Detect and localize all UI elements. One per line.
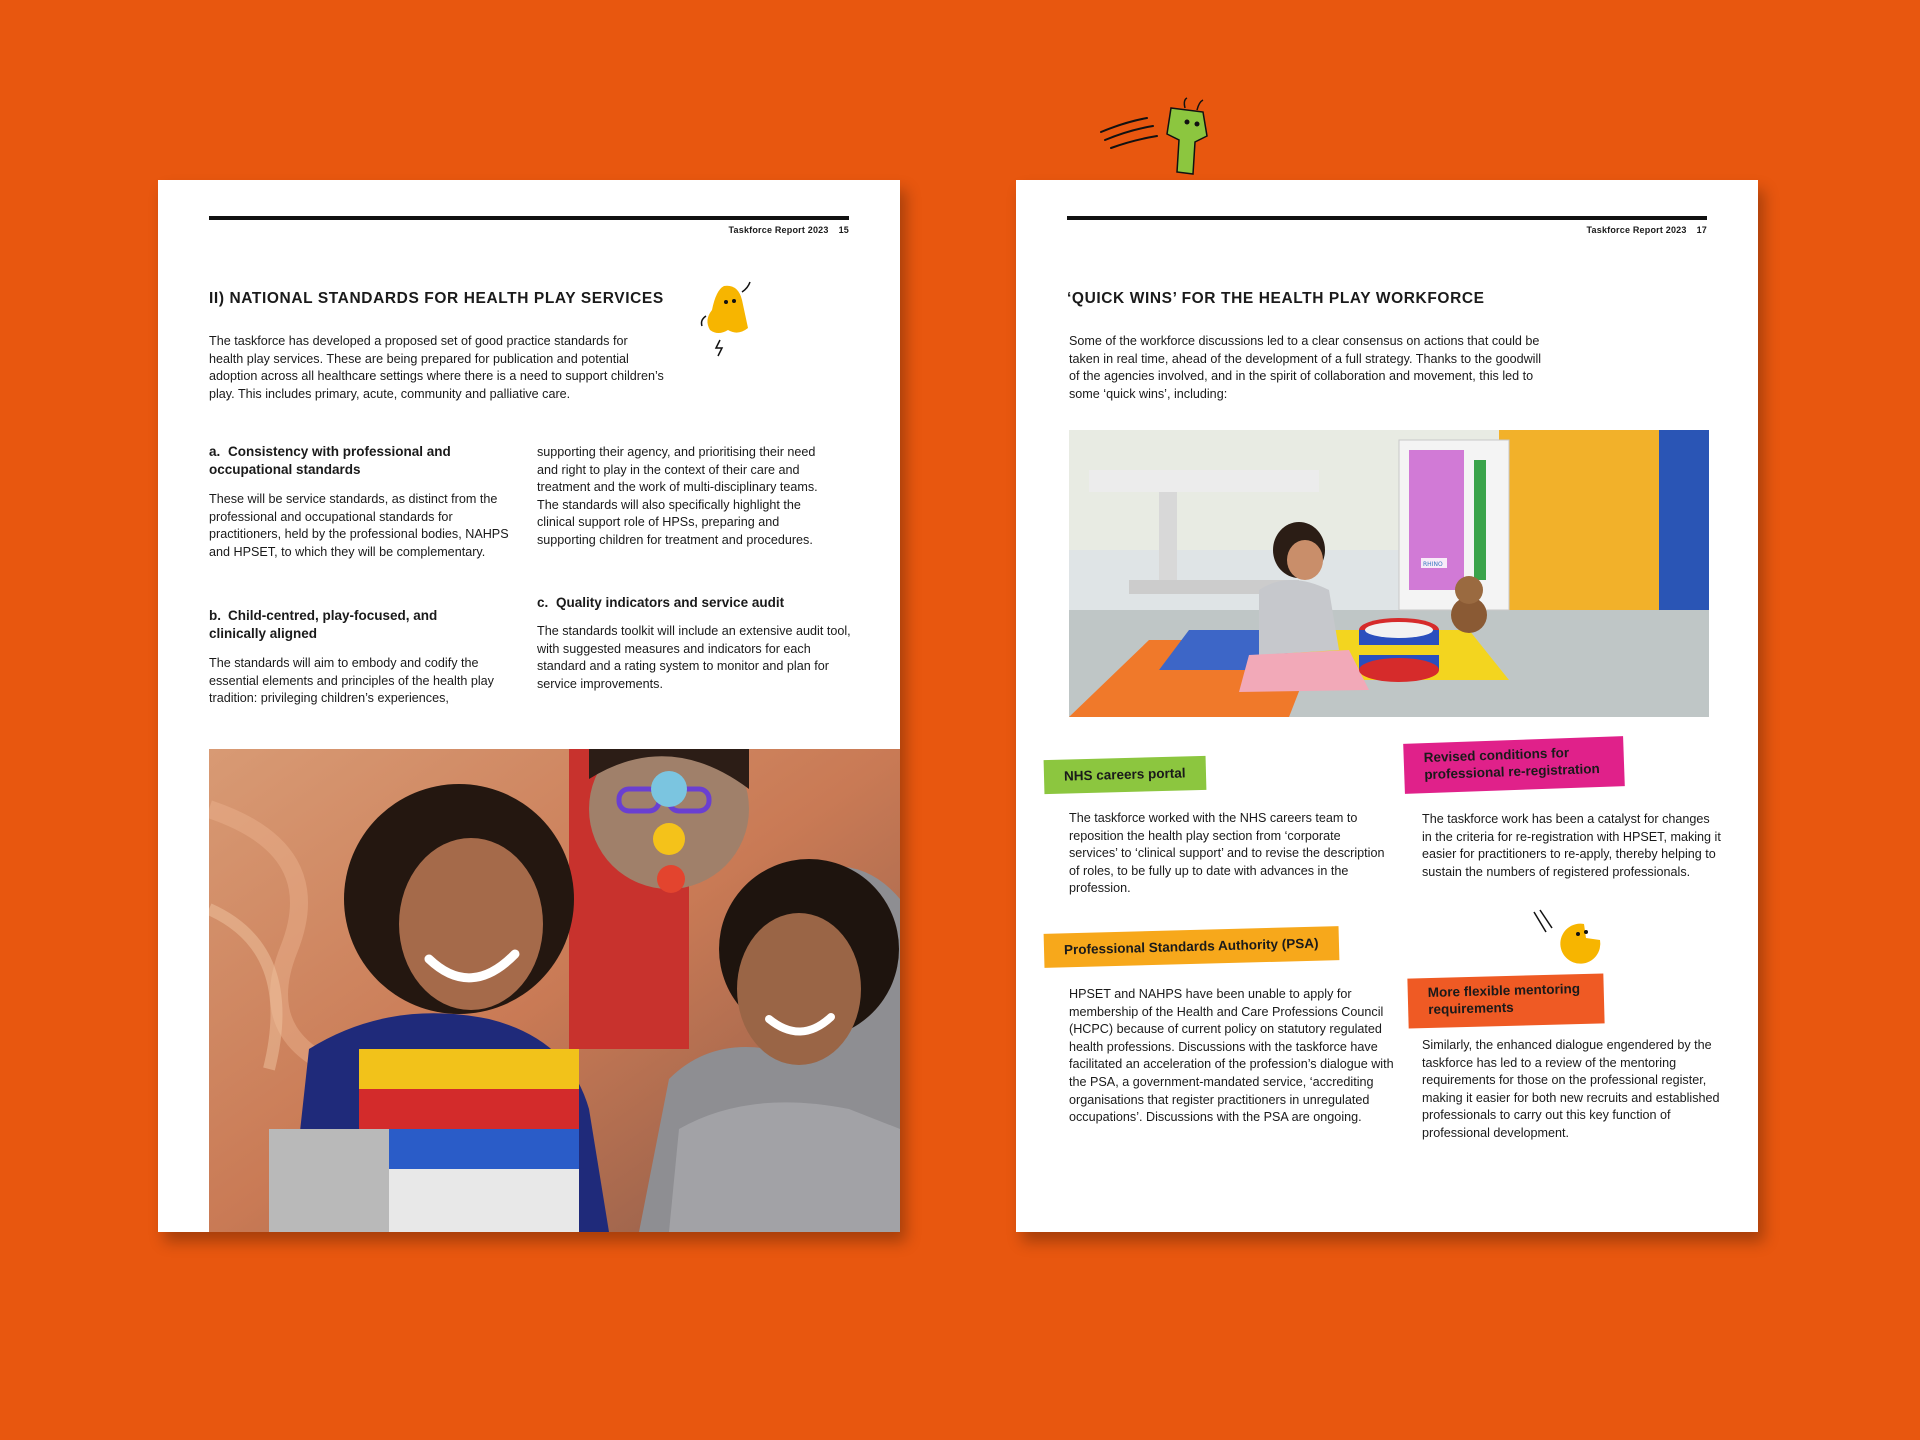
header-rule [1067,216,1707,220]
rhino-sign: RHINO [1423,561,1443,568]
green-mascot-illustration [1095,96,1235,186]
child-playing-photo-illustration [1069,430,1709,717]
paragraph-c: The standards toolkit will include an extensive audit tool, with suggested measures and indicators for each standard and a rating system to monitor and plan for service improvements. [537,624,851,691]
paragraph-a: These will be service standards, as distinct from the professional and occupational standards for practitioners, held by the professional bodies, NAHPS and HPSET, to which they will be complementary. [209,492,509,559]
yellow-pacman-mascot-illustration [1524,906,1614,966]
report-page-17 [1016,180,1758,1232]
paragraph-revised: The taskforce work has been a catalyst for changes in the criteria for re-registration with HPSET, making it easier for practitioners to re-apply, thereby helping to sustain the numbers of registered professionals. [1422,812,1721,879]
paragraph-b-continued: supporting their agency, and prioritising their need and right to play in the context of their care and treatment and the work of multi-disciplinary teams. The standards will also specifically highlight the clinical support role of HPSs, preparing and supporting children for treatment and procedures. [537,445,818,547]
page-number: 15 [838,225,849,235]
page-number: 17 [1696,225,1707,235]
report-page-15 [158,180,900,1232]
paragraph-b: The standards will aim to embody and codify the essential elements and principles of the health play tradition: privileging children’s experiences, [209,656,494,706]
report-title: Taskforce Report 2023 [728,225,829,235]
intro-paragraph: Some of the workforce discussions led to a clear consensus on actions that could be taken in real time, ahead of the development of a full strategy. Thanks to the goodwill of the agencies involved, and in the spirit of collaboration and movement, this led to some ‘quick wins’, including: [1069,334,1542,401]
section-title: II) NATIONAL STANDARDS FOR HEALTH PLAY SERVICES [209,290,664,307]
subheading-c: c. Quality indicators and service audit [537,595,785,610]
subheading-a: a. Consistency with professional and occupational standards [209,444,451,477]
motion-lines-icon [1101,118,1157,148]
tag-nhs-careers-portal: NHS careers portal [1044,756,1206,794]
tag-psa: Professional Standards Authority (PSA) [1044,926,1339,968]
children-photo [209,749,900,1232]
tag-revised-conditions: Revised conditions for professional re-registration [1403,736,1625,794]
report-title: Taskforce Report 2023 [1586,225,1687,235]
section-title: ‘QUICK WINS’ FOR THE HEALTH PLAY WORKFORCE [1067,290,1485,307]
paragraph-psa: HPSET and NAHPS have been unable to apply for membership of the Health and Care Professions Council (HCPC) because of current policy on statutory regulated health professions. Discussions with the taskforce have facilitated an acceleration of the profession’s dialogue with the PSA, a government-mandated service, ‘accrediting organisations that register practitioners in unregulated occupations’. Discussions with the PSA are ongoing. [1069,987,1394,1125]
paragraph-mentoring: Similarly, the enhanced dialogue engendered by the taskforce has led to a review of the mentoring requirements for those on the professional register, making it easier for both new recruits and established professionals to carry out this key function of professional development. [1422,1038,1720,1140]
child-playing-photo [1069,430,1709,717]
children-photo-illustration [209,749,900,1232]
running-head [1587,225,1708,235]
tag-mentoring-requirements: More flexible mentoring requirements [1407,973,1604,1028]
paragraph-nhs: The taskforce worked with the NHS careers team to reposition the health play section from ‘corporate services’ to ‘clinical support’ and to revise the description of roles, to be fully up to date with advances in the profession. [1069,811,1385,896]
subheading-b: b. Child-centred, play-focused, and clinically aligned [209,608,438,641]
header-rule [209,216,849,220]
intro-paragraph: The taskforce has developed a proposed set of good practice standards for health play services. These are being prepared for publication and potential adoption across all healthcare settings where there is a need to support children’s play. This includes primary, acute, community and palliative care. [209,334,664,401]
yellow-mascot-illustration [698,280,758,360]
running-head [729,225,850,235]
